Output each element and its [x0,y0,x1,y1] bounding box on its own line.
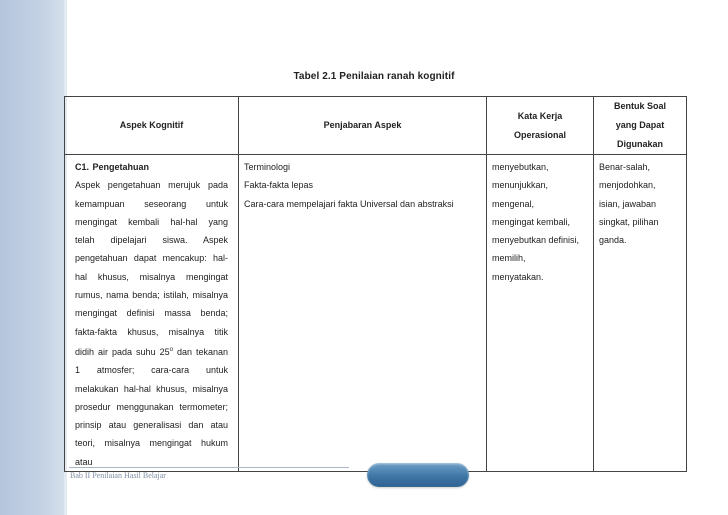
list-item: Terminologi [244,162,291,172]
list-item: isian, jawaban [599,198,657,209]
header-penjabaran-aspek: Penjabaran Aspek [239,97,487,155]
list-item: Fakta-fakta lepas [244,180,314,191]
list-item: menjodohkan, [599,180,656,191]
list-item: ganda. [599,235,627,246]
header-kata-kerja [487,97,594,155]
list-item: Cara-cara mempelajari fakta Universal dan abstraksi [244,198,454,209]
header-bentuk-soal [594,97,687,155]
list-item: menyatakan. [492,271,544,282]
list-item: memilih, [492,253,526,264]
footer-page-badge [367,463,469,487]
list-item: mengenal, [492,198,535,209]
aspek-body-1: Aspek pengetahuan merujuk pada kemampuan seseorang untuk mengingat kembali hal-hal yang telah dipelajari siswa. Aspek pengetahuan dapat mencakup: hal-hal khusus, misalnya mengingat rumus, nama benda; istilah, misalnya mengingat definisi massa benda; fakta-fakta khusus, misalnya titik didih air pada suhu 25 [75,180,228,357]
list-item: mengingat kembali, [492,216,571,227]
header-kata-kerja-line-1: Kata Kerja [517,110,563,121]
list-item: singkat, pilihan [599,216,659,227]
footer-divider [69,467,349,468]
aspek-description [65,155,238,471]
list-item: menyebutkan definisi, [492,235,580,246]
header-bentuk-soal-line-1: Bentuk Soal [613,101,666,111]
cell-aspek-kognitif [65,155,239,472]
list-item: menyebutkan, [492,162,549,172]
bentuk-soal-list [594,155,686,249]
header-aspek-kognitif: Aspek Kognitif [65,97,239,155]
penjabaran-list [239,155,486,213]
table-caption: Tabel 2.1 Penilaian ranah kognitif [293,71,455,82]
cell-kata-kerja [487,155,594,472]
header-bentuk-soal-line-3: Digunakan [616,139,663,149]
table-row [65,155,687,472]
aspek-title: C1. Pengetahuan [75,162,150,172]
list-item: Benar-salah, [599,162,651,172]
header-kata-kerja-line-2: Operasional [513,129,567,140]
cell-penjabaran [239,155,487,472]
cell-bentuk-soal [594,155,687,472]
header-bentuk-soal-line-2: yang Dapat [615,120,665,130]
footer-chapter-title: Bab II Penilaian Hasil Belajar [70,471,166,480]
table-header-row [65,97,687,155]
degree-superscript: o [169,346,173,353]
cognitive-assessment-table [64,96,687,472]
aspek-body-2: dan tekanan 1 atmosfer; cara-cara untuk melakukan hal-hal khusus, misalnya prosedur menggunakan termometer; prinsip atau generalisasi dan atau teori, misalnya mengingat hukum atau [75,346,228,467]
kata-kerja-list [487,155,593,286]
list-item: menunjukkan, [492,180,549,191]
